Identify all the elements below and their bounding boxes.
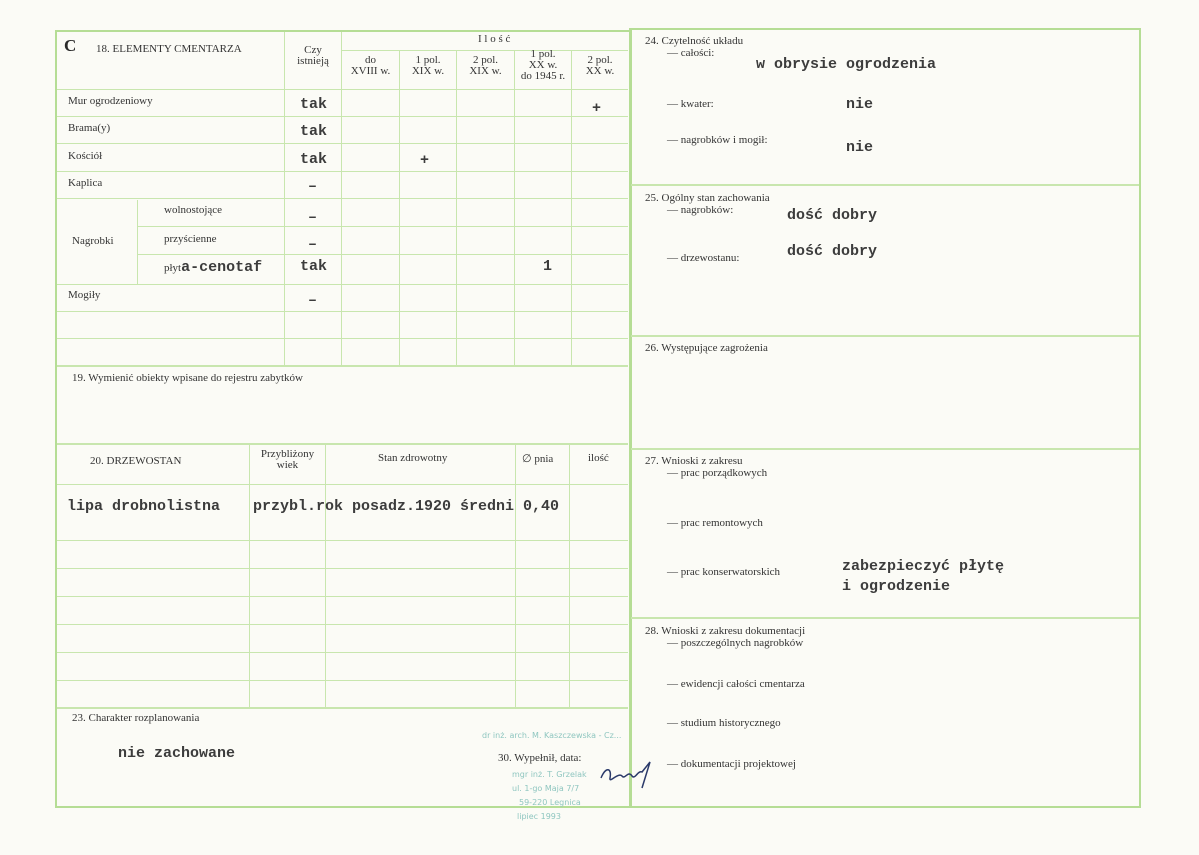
s18-title: 18. ELEMENTY CMENTARZA: [96, 43, 242, 55]
sub-label-przyscienne: przyścienne: [164, 233, 217, 245]
col-exists-header: Czy istnieją: [297, 44, 329, 67]
row-label-kaplica: Kaplica: [68, 177, 103, 189]
section-letter: C: [64, 36, 77, 55]
qty-col-5: 2 pol. XX w.: [585, 54, 615, 77]
s28-title: 28. Wnioski z zakresu dokumentacji: [645, 625, 806, 637]
s24-quarters-value: nie: [846, 96, 874, 113]
s24-graves-label: — nagrobków i mogił:: [667, 134, 768, 146]
left-panel-frame: [55, 30, 632, 808]
s25-graves-value: dość dobry: [787, 207, 878, 224]
qty-kosciol-1polxix: +: [420, 152, 430, 169]
s25-trees-label: — drzewostanu:: [667, 252, 740, 264]
s24-whole-label: — całości:: [667, 47, 715, 59]
qty-col-3: 2 pol. XIX w.: [469, 54, 502, 77]
exists-brama: tak: [300, 123, 328, 140]
s28-line-2: — ewidencji całości cmentarza: [667, 678, 805, 690]
tree-details: przybl.rok posadz.1920 średni 0,40: [253, 498, 560, 515]
s27-line-3: — prac konserwatorskich: [667, 566, 781, 578]
s28-line-1: — poszczególnych nagrobków: [667, 637, 804, 649]
row-label-mur: Mur ogrodzeniowy: [68, 95, 153, 107]
qty-col-4: 1 pol. XX w. do 1945 r.: [520, 48, 566, 82]
stamp-line-5: lipiec 1993: [517, 812, 561, 821]
signature: [598, 758, 658, 790]
s27-line-1: — prac porządkowych: [667, 467, 768, 479]
s28-line-3: — studium historycznego: [667, 717, 781, 729]
stamp-line-1: dr inż. arch. M. Kaszczewska - Cz...: [482, 731, 622, 740]
s26-title: 26. Występujące zagrożenia: [645, 342, 768, 354]
exists-mogily: –: [308, 292, 318, 309]
exists-mur: tak: [300, 96, 328, 113]
s23-title: 23. Charakter rozplanowania: [72, 712, 200, 724]
s24-whole-value: w obrysie ogrodzenia: [756, 56, 937, 73]
col-age-header: Przybliżony wiek: [260, 448, 315, 471]
s27-value-3a: zabezpieczyć płytę: [842, 558, 1005, 575]
sub-label-plyta: [164, 258, 262, 276]
exists-kosciol: tak: [300, 151, 328, 168]
qty-plyta-1polxx: 1: [543, 258, 553, 275]
stamp-line-4: 59-220 Legnica: [519, 798, 581, 807]
s28-line-4: — dokumentacji projektowej: [667, 758, 796, 770]
s20-title: 20. DRZEWOSTAN: [90, 455, 182, 467]
col-count-header: ilość: [588, 452, 609, 464]
s27-value-3b: i ogrodzenie: [842, 578, 951, 595]
qty-col-2: 1 pol. XIX w.: [411, 54, 445, 77]
qty-mur-2polxx: +: [592, 100, 602, 117]
s25-trees-value: dość dobry: [787, 243, 878, 260]
exists-kaplica: –: [308, 178, 318, 195]
row-label-brama: Brama(y): [68, 122, 111, 134]
col-qty-header: I l o ś ć: [478, 33, 511, 45]
tree-species: lipa drobnolistna: [67, 498, 221, 515]
col-health-header: Stan zdrowotny: [378, 452, 448, 464]
s24-graves-value: nie: [846, 139, 874, 156]
exists-plyta: tak: [300, 258, 328, 275]
exists-przyscienne: –: [308, 236, 318, 253]
exists-wolnostojace: –: [308, 209, 318, 226]
s25-title: 25. Ogólny stan zachowania: [645, 192, 770, 204]
row-label-kosciol: Kościół: [68, 150, 103, 162]
qty-col-1: do XVIII w.: [350, 54, 391, 77]
sub-label-wolnostojace: wolnostojące: [164, 204, 223, 216]
s19-title: 19. Wymienić obiekty wpisane do rejestru zabytków: [72, 372, 303, 384]
col-diam-header: ∅ pnia: [522, 453, 554, 465]
group-label-nagrobki: Nagrobki: [72, 235, 114, 247]
s24-title: 24. Czytelność układu: [645, 35, 744, 47]
s30-title: 30. Wypełnił, data:: [498, 752, 582, 764]
s23-value: nie zachowane: [118, 745, 236, 762]
stamp-line-2: mgr inż. T. Grzelak: [512, 770, 587, 779]
s24-quarters-label: — kwater:: [667, 98, 714, 110]
s27-title: 27. Wnioski z zakresu: [645, 455, 743, 467]
sub-label-plyta-printed: płyt: [164, 262, 182, 274]
sub-label-plyta-typed: a-cenotaf: [181, 259, 263, 276]
s27-line-2: — prac remontowych: [667, 517, 763, 529]
stamp-line-3: ul. 1-go Maja 7/7: [512, 784, 580, 793]
row-label-mogily: Mogiły: [68, 289, 101, 301]
s25-graves-label: — nagrobków:: [667, 204, 734, 216]
